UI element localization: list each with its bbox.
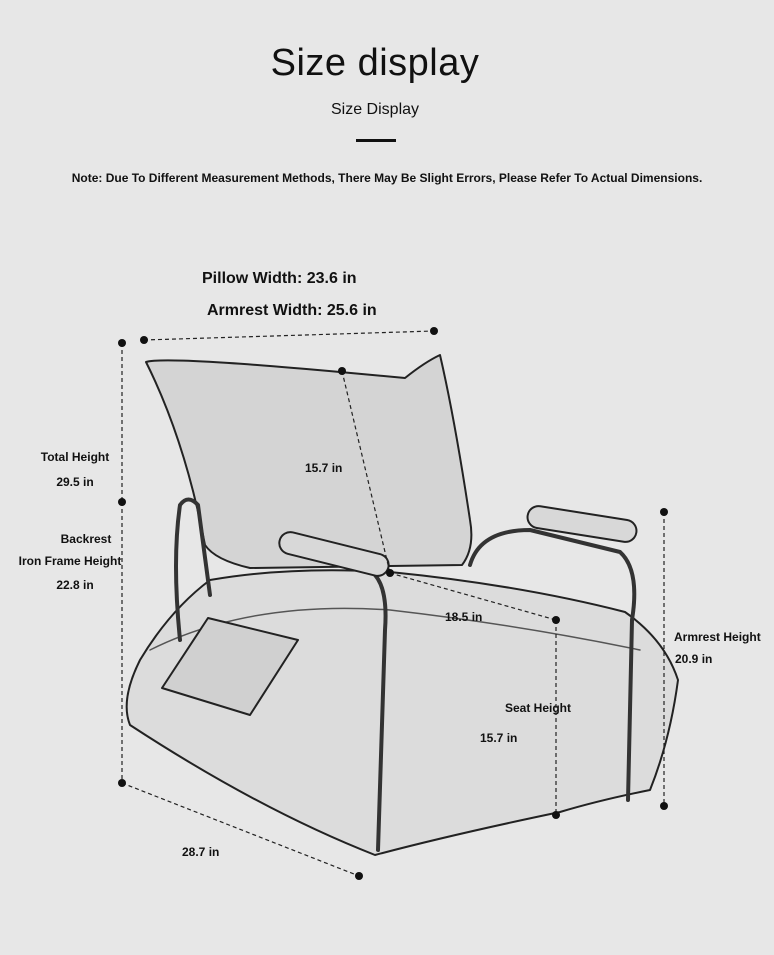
page-subtitle: Size Display: [330, 101, 420, 118]
armrest-width-label: Armrest Width: 25.6 in: [207, 302, 377, 319]
dimension-dot: [552, 811, 560, 819]
dimension-dot: [386, 569, 394, 577]
pillow-width-label: Pillow Width: 23.6 in: [202, 270, 357, 287]
seat-height-value: 15.7 in: [480, 731, 518, 745]
measurement-note: Note: Due To Different Measurement Methods, There May Be Slight Errors, Please Refer To Actual Dimensions.: [71, 171, 703, 185]
dimension-dot: [118, 779, 126, 787]
page-title: Size display: [270, 42, 480, 84]
dimension-dot: [660, 802, 668, 810]
base-depth-value: 28.7 in: [182, 845, 220, 859]
dimension-dot: [660, 508, 668, 516]
dimension-dot: [118, 498, 126, 506]
seat-height-label: Seat Height: [505, 701, 572, 715]
iron-frame-height-value: 22.8 in: [56, 578, 94, 592]
dimension-dot: [430, 327, 438, 335]
dimension-dot: [140, 336, 148, 344]
total-height-label: Total Height: [40, 450, 110, 464]
seat-depth-value: 18.5 in: [445, 610, 483, 624]
iron-frame-height-label: Iron Frame Height: [18, 554, 122, 568]
dimension-dot: [338, 367, 346, 375]
backrest-label: Backrest: [60, 532, 112, 546]
total-height-value: 29.5 in: [56, 475, 94, 489]
armrest-width-line: [144, 331, 434, 340]
armrest-height-label: Armrest Height: [674, 630, 761, 644]
seat-cushion: [127, 570, 678, 855]
dimension-dot: [552, 616, 560, 624]
pillow-depth-value: 15.7 in: [305, 461, 343, 475]
right-armrest: [526, 505, 638, 544]
dimension-dot: [355, 872, 363, 880]
armrest-height-value: 20.9 in: [675, 652, 713, 666]
dimension-dot: [118, 339, 126, 347]
